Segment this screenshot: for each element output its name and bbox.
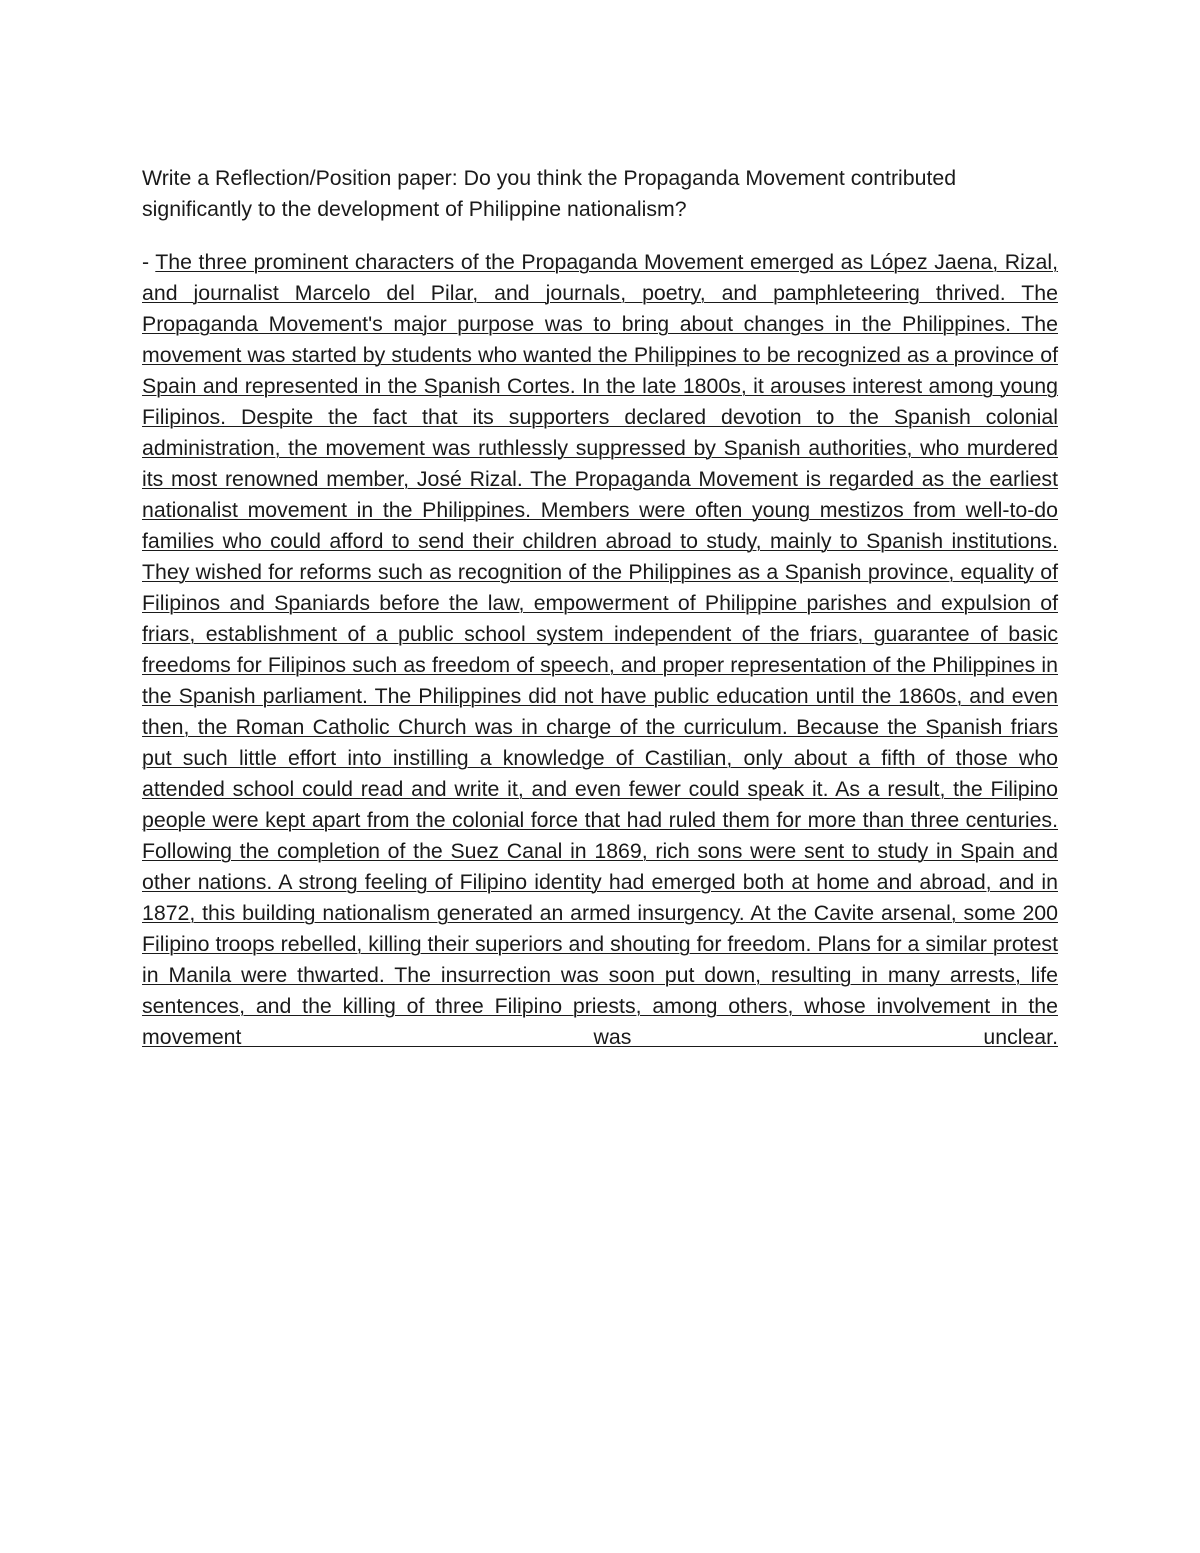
reflection-answer [142,247,1058,1053]
reflection-prompt: Write a Reflection/Position paper: Do you think the Propaganda Movement contributed significantly to the development of Philippine nationalism? [142,166,957,221]
document-content [142,163,1058,1053]
answer-dash: - [142,250,156,274]
answer-body: The three prominent characters of the Propaganda Movement emerged as López Jaena, Rizal, and journalist Marcelo del Pilar, and journals, poetry, and pamphleteering thrived. The Propaganda Movement's major purpose was to bring about changes in the Philippines. The movement was started by students who wanted the Philippines to be recognized as a province of Spain and represented in the Spanish Cortes. In the late 1800s, it arouses interest among young Filipinos. Despite the fact that its supporters declared devotion to the Spanish colonial administration, the movement was ruthlessly suppressed by Spanish authorities, who murdered its most renowned member, José Rizal. The Propaganda Movement is regarded as the earliest nationalist movement in the Philippines. Members were often young mestizos from well-to-do families who could afford to send their children abroad to study, mainly to Spanish institutions. They wished for reforms such as recognition of the Philippines as a Spanish province, equality of Filipinos and Spaniards before the law, empowerment of Philippine parishes and expulsion of friars, establishment of a public school system independent of the friars, guarantee of basic freedoms for Filipinos such as freedom of speech, and proper representation of the Philippines in the Spanish parliament. The Philippines did not have public education until the 1860s, and even then, the Roman Catholic Church was in charge of the curriculum. Because the Spanish friars put such little effort into instilling a knowledge of Castilian, only about a fifth of those who attended school could read and write it, and even fewer could speak it. As a result, the Filipino people were kept apart from the colonial force that had ruled them for more than three centuries. Following the completion of the Suez Canal in 1869, rich sons were sent to study in Spain and other nations. A strong feeling of Filipino identity had emerged both at home and abroad, and in 1872, this building nationalism generated an armed insurgency. At the Cavite arsenal, some 200 Filipino troops rebelled, killing their superiors and shouting for freedom. Plans for a similar protest in Manila were thwarted. The insurrection was soon put down, resulting in many arrests, life sentences, and the killing of three Filipino priests, among others, whose involvement in the movement was unclear. [142,250,1059,1049]
